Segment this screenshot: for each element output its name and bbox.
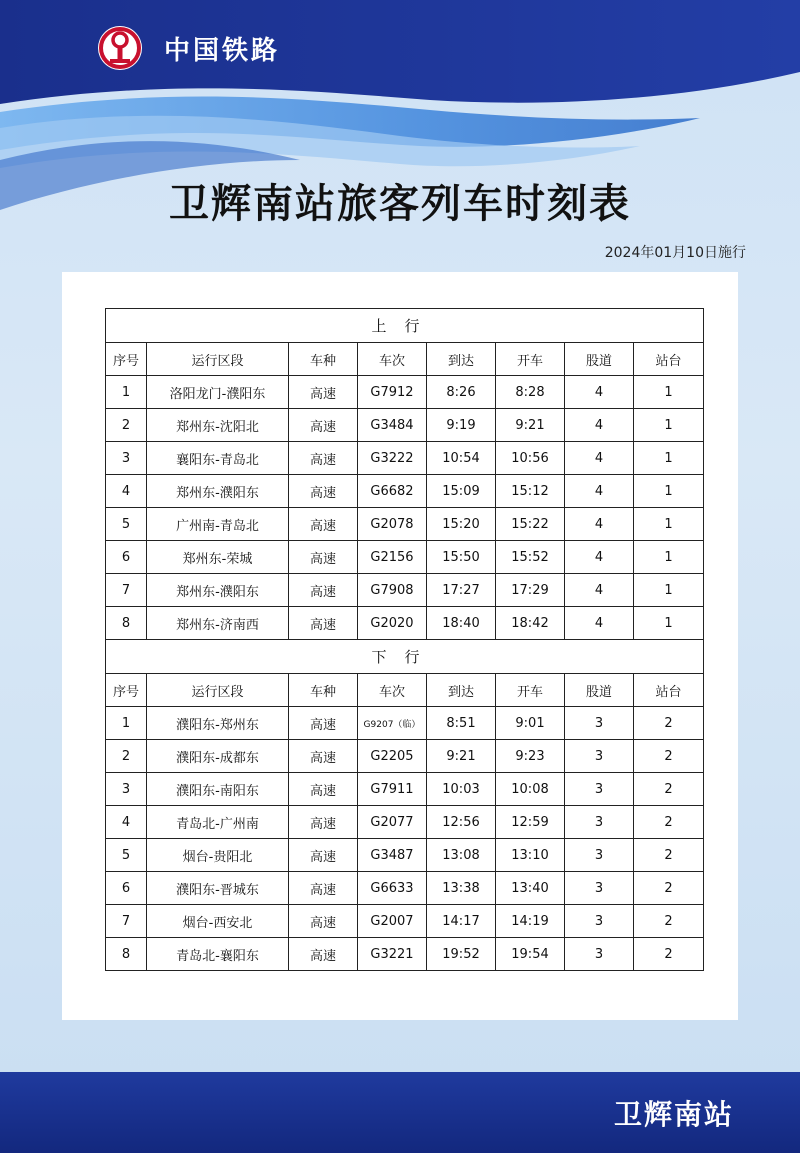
cell-train-number: G7911: [358, 773, 427, 806]
cell-train-number: G6633: [358, 872, 427, 905]
cell-platform: 1: [634, 574, 704, 607]
column-header-departure: 开车: [496, 343, 565, 376]
cell-train-type: 高速: [289, 707, 358, 740]
cell-platform: 2: [634, 839, 704, 872]
cell-track: 3: [565, 806, 634, 839]
table-row: [106, 905, 704, 938]
brand-name: 中国铁路: [164, 36, 281, 66]
cell-arrival: 15:50: [427, 541, 496, 574]
cell-train-number: G3222: [358, 442, 427, 475]
cell-seq: 5: [106, 839, 147, 872]
cell-track: 4: [565, 541, 634, 574]
cell-train-number: G2156: [358, 541, 427, 574]
cell-route: 烟台-贵阳北: [147, 839, 289, 872]
column-header-platform: 站台: [634, 674, 704, 707]
cell-route: 青岛北-襄阳东: [147, 938, 289, 971]
cell-track: 4: [565, 508, 634, 541]
cell-route: 郑州东-济南西: [147, 607, 289, 640]
effective-date: 2024年01月10日施行: [604, 245, 746, 261]
cell-departure: 13:40: [496, 872, 565, 905]
table-row: [106, 773, 704, 806]
table-row: [106, 806, 704, 839]
cell-train-type: 高速: [289, 541, 358, 574]
cell-seq: 1: [106, 707, 147, 740]
cell-train-number: G9207（临）: [358, 707, 427, 740]
cell-arrival: 14:17: [427, 905, 496, 938]
cell-arrival: 15:09: [427, 475, 496, 508]
table-row: [106, 839, 704, 872]
cell-departure: 19:54: [496, 938, 565, 971]
section-title: 下行: [106, 640, 704, 674]
cell-track: 3: [565, 740, 634, 773]
column-header-platform: 站台: [634, 343, 704, 376]
column-header-train-number: 车次: [358, 674, 427, 707]
cell-track: 4: [565, 574, 634, 607]
cell-seq: 5: [106, 508, 147, 541]
cell-route: 濮阳东-郑州东: [147, 707, 289, 740]
cell-train-type: 高速: [289, 607, 358, 640]
cell-train-number: G2007: [358, 905, 427, 938]
column-header-row: [106, 674, 704, 707]
cell-train-number: G7908: [358, 574, 427, 607]
cell-route: 洛阳龙门-濮阳东: [147, 376, 289, 409]
column-header-seq: 序号: [106, 343, 147, 376]
table-row: [106, 409, 704, 442]
cell-train-type: 高速: [289, 839, 358, 872]
footer-station-name: 卫辉南站: [613, 1098, 734, 1131]
cell-arrival: 13:38: [427, 872, 496, 905]
cell-route: 郑州东-濮阳东: [147, 475, 289, 508]
cell-departure: 9:23: [496, 740, 565, 773]
table-row: [106, 607, 704, 640]
cell-train-number: G2077: [358, 806, 427, 839]
cell-departure: 10:56: [496, 442, 565, 475]
cell-departure: 15:12: [496, 475, 565, 508]
column-header-row: [106, 343, 704, 376]
cell-seq: 8: [106, 938, 147, 971]
cell-seq: 7: [106, 905, 147, 938]
column-header-train-type: 车种: [289, 674, 358, 707]
table-row: [106, 740, 704, 773]
cell-platform: 2: [634, 806, 704, 839]
cell-route: 青岛北-广州南: [147, 806, 289, 839]
cell-train-type: 高速: [289, 872, 358, 905]
cell-seq: 8: [106, 607, 147, 640]
cell-platform: 1: [634, 442, 704, 475]
cell-departure: 9:01: [496, 707, 565, 740]
cell-train-number: G3487: [358, 839, 427, 872]
cell-train-type: 高速: [289, 574, 358, 607]
cell-seq: 6: [106, 872, 147, 905]
cell-arrival: 15:20: [427, 508, 496, 541]
cell-seq: 1: [106, 376, 147, 409]
cell-arrival: 10:03: [427, 773, 496, 806]
column-header-arrival: 到达: [427, 343, 496, 376]
cell-seq: 6: [106, 541, 147, 574]
cell-train-number: G2020: [358, 607, 427, 640]
cell-arrival: 12:56: [427, 806, 496, 839]
cell-track: 4: [565, 442, 634, 475]
cell-arrival: 19:52: [427, 938, 496, 971]
cell-departure: 12:59: [496, 806, 565, 839]
cell-departure: 9:21: [496, 409, 565, 442]
cell-platform: 2: [634, 938, 704, 971]
cell-platform: 1: [634, 376, 704, 409]
cell-arrival: 13:08: [427, 839, 496, 872]
cell-platform: 1: [634, 508, 704, 541]
cell-departure: 14:19: [496, 905, 565, 938]
cell-train-number: G6682: [358, 475, 427, 508]
column-header-departure: 开车: [496, 674, 565, 707]
cell-seq: 2: [106, 740, 147, 773]
cell-seq: 4: [106, 475, 147, 508]
cell-train-type: 高速: [289, 475, 358, 508]
cell-platform: 1: [634, 475, 704, 508]
cell-train-type: 高速: [289, 773, 358, 806]
section-header-row: [106, 309, 704, 343]
cell-route: 襄阳东-青岛北: [147, 442, 289, 475]
cell-route: 濮阳东-成都东: [147, 740, 289, 773]
cell-arrival: 17:27: [427, 574, 496, 607]
cell-train-number: G3221: [358, 938, 427, 971]
cell-departure: 17:29: [496, 574, 565, 607]
cell-train-type: 高速: [289, 740, 358, 773]
cell-platform: 2: [634, 905, 704, 938]
cell-route: 郑州东-荣城: [147, 541, 289, 574]
table-row: [106, 938, 704, 971]
cell-platform: 1: [634, 607, 704, 640]
cell-train-number: G2205: [358, 740, 427, 773]
cell-platform: 2: [634, 872, 704, 905]
cell-track: 3: [565, 938, 634, 971]
cell-departure: 13:10: [496, 839, 565, 872]
cell-train-number: G7912: [358, 376, 427, 409]
cell-train-number: G3484: [358, 409, 427, 442]
cell-arrival: 10:54: [427, 442, 496, 475]
column-header-train-number: 车次: [358, 343, 427, 376]
cell-departure: 10:08: [496, 773, 565, 806]
table-row: [106, 707, 704, 740]
section-header-row: [106, 640, 704, 674]
column-header-track: 股道: [565, 674, 634, 707]
cell-track: 4: [565, 607, 634, 640]
cell-track: 4: [565, 409, 634, 442]
cell-seq: 3: [106, 773, 147, 806]
cell-seq: 2: [106, 409, 147, 442]
cell-track: 4: [565, 475, 634, 508]
cell-arrival: 9:21: [427, 740, 496, 773]
table-row: [106, 442, 704, 475]
cell-platform: 2: [634, 773, 704, 806]
cell-track: 3: [565, 707, 634, 740]
table-row: [106, 872, 704, 905]
cell-departure: 15:52: [496, 541, 565, 574]
column-header-track: 股道: [565, 343, 634, 376]
cell-departure: 15:22: [496, 508, 565, 541]
cell-arrival: 9:19: [427, 409, 496, 442]
cell-route: 广州南-青岛北: [147, 508, 289, 541]
cell-track: 3: [565, 773, 634, 806]
cell-arrival: 8:51: [427, 707, 496, 740]
cell-route: 濮阳东-南阳东: [147, 773, 289, 806]
cell-route: 郑州东-沈阳北: [147, 409, 289, 442]
table-row: [106, 508, 704, 541]
cell-departure: 8:28: [496, 376, 565, 409]
column-header-route: 运行区段: [147, 343, 289, 376]
cell-train-type: 高速: [289, 442, 358, 475]
cell-seq: 7: [106, 574, 147, 607]
column-header-seq: 序号: [106, 674, 147, 707]
cell-train-type: 高速: [289, 376, 358, 409]
cell-platform: 2: [634, 707, 704, 740]
cell-route: 濮阳东-晋城东: [147, 872, 289, 905]
cell-train-type: 高速: [289, 905, 358, 938]
cell-route: 郑州东-濮阳东: [147, 574, 289, 607]
cell-track: 3: [565, 839, 634, 872]
cell-seq: 3: [106, 442, 147, 475]
cell-arrival: 8:26: [427, 376, 496, 409]
cell-train-type: 高速: [289, 938, 358, 971]
table-row: [106, 541, 704, 574]
table-row: [106, 475, 704, 508]
column-header-arrival: 到达: [427, 674, 496, 707]
table-row: [106, 574, 704, 607]
page-title: 卫辉南站旅客列车时刻表: [169, 181, 631, 227]
cell-track: 4: [565, 376, 634, 409]
cell-train-type: 高速: [289, 806, 358, 839]
column-header-route: 运行区段: [147, 674, 289, 707]
timetable: [105, 308, 704, 971]
column-header-train-type: 车种: [289, 343, 358, 376]
cell-platform: 1: [634, 541, 704, 574]
china-railway-logo-icon: [96, 24, 144, 72]
cell-train-type: 高速: [289, 508, 358, 541]
timetable-body: [106, 309, 704, 971]
section-title: 上行: [106, 309, 704, 343]
cell-platform: 2: [634, 740, 704, 773]
cell-route: 烟台-西安北: [147, 905, 289, 938]
cell-arrival: 18:40: [427, 607, 496, 640]
cell-platform: 1: [634, 409, 704, 442]
cell-train-type: 高速: [289, 409, 358, 442]
cell-train-number: G2078: [358, 508, 427, 541]
cell-track: 3: [565, 905, 634, 938]
cell-seq: 4: [106, 806, 147, 839]
cell-track: 3: [565, 872, 634, 905]
cell-departure: 18:42: [496, 607, 565, 640]
table-row: [106, 376, 704, 409]
